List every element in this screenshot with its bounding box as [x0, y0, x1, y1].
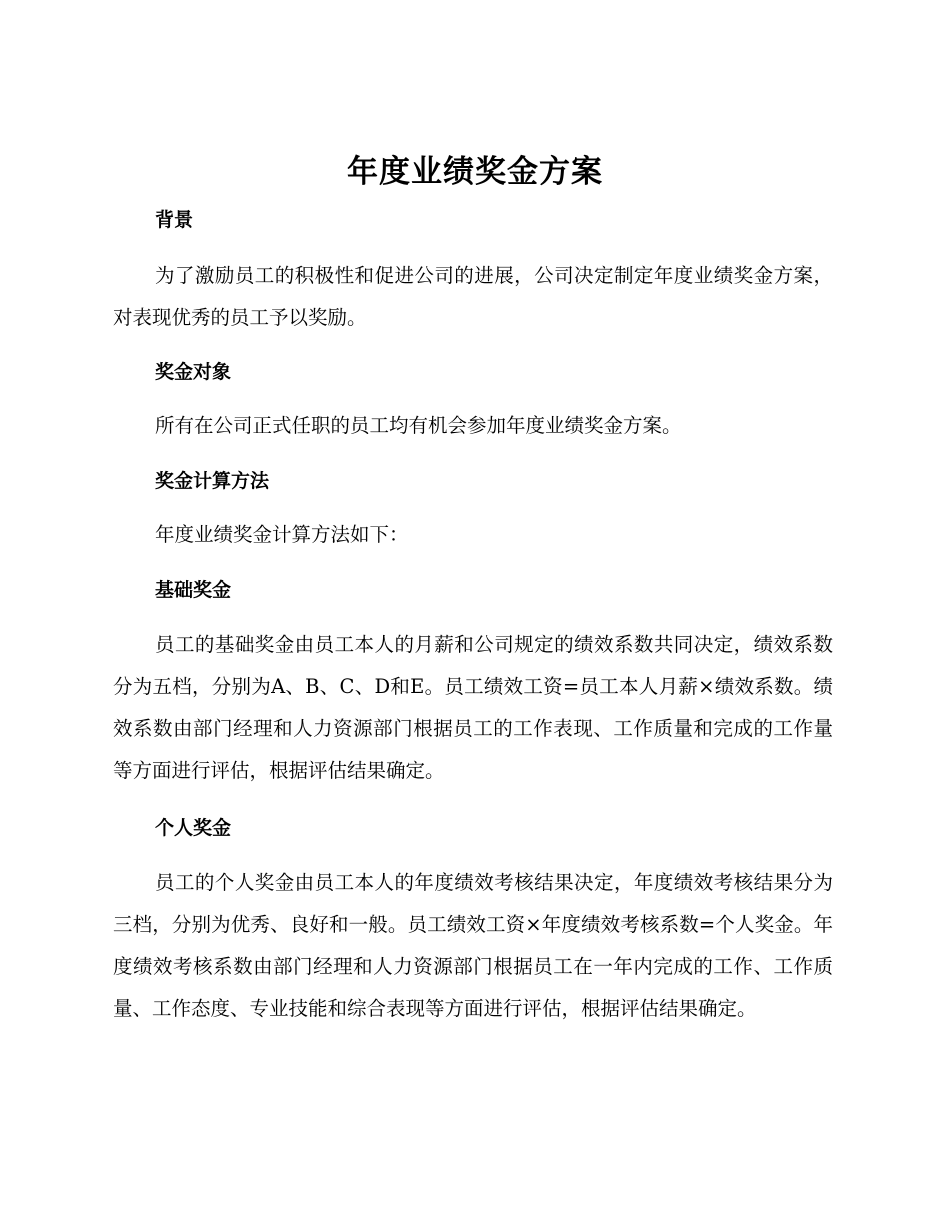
section-paragraph-personal-bonus: 员工的个人奖金由员工本人的年度绩效考核结果决定，年度绩效考核结果分为三档，分别为优秀、良好和一般。员工绩效工资×年度绩效考核系数=个人奖金。年度绩效考核系数由部门经理和人力资源部门根据员工在一年内完成的工作、工作质量、工作态度、专业技能和综合表现等方面进行评估，根据评估结果确定。 — [113, 871, 833, 1020]
document-title: 年度业绩奖金方案 — [347, 154, 603, 190]
section-heading-background: 背景 — [155, 209, 194, 231]
section-heading-personal-bonus: 个人奖金 — [155, 817, 232, 839]
section-heading-calculation-method: 奖金计算方法 — [155, 470, 270, 492]
section-heading-bonus-target: 奖金对象 — [155, 361, 232, 383]
section-paragraph-background: 为了激励员工的积极性和促进公司的进展，公司决定制定年度业绩奖金方案，对表现优秀的员工予以奖励。 — [113, 264, 833, 329]
section-paragraph-calculation-method: 年度业绩奖金计算方法如下： — [155, 523, 409, 546]
section-paragraph-base-bonus: 员工的基础奖金由员工本人的月薪和公司规定的绩效系数共同决定，绩效系数分为五档，分别为A、B、C、D和E。员工绩效工资=员工本人月薪×绩效系数。绩效系数由部门经理和人力资源部门根据员工的工作表现、工作质量和完成的工作量等方面进行评估，根据评估结果确定。 — [113, 633, 833, 782]
section-heading-base-bonus: 基础奖金 — [155, 579, 232, 601]
section-paragraph-bonus-target: 所有在公司正式任职的员工均有机会参加年度业绩奖金方案。 — [155, 414, 682, 437]
